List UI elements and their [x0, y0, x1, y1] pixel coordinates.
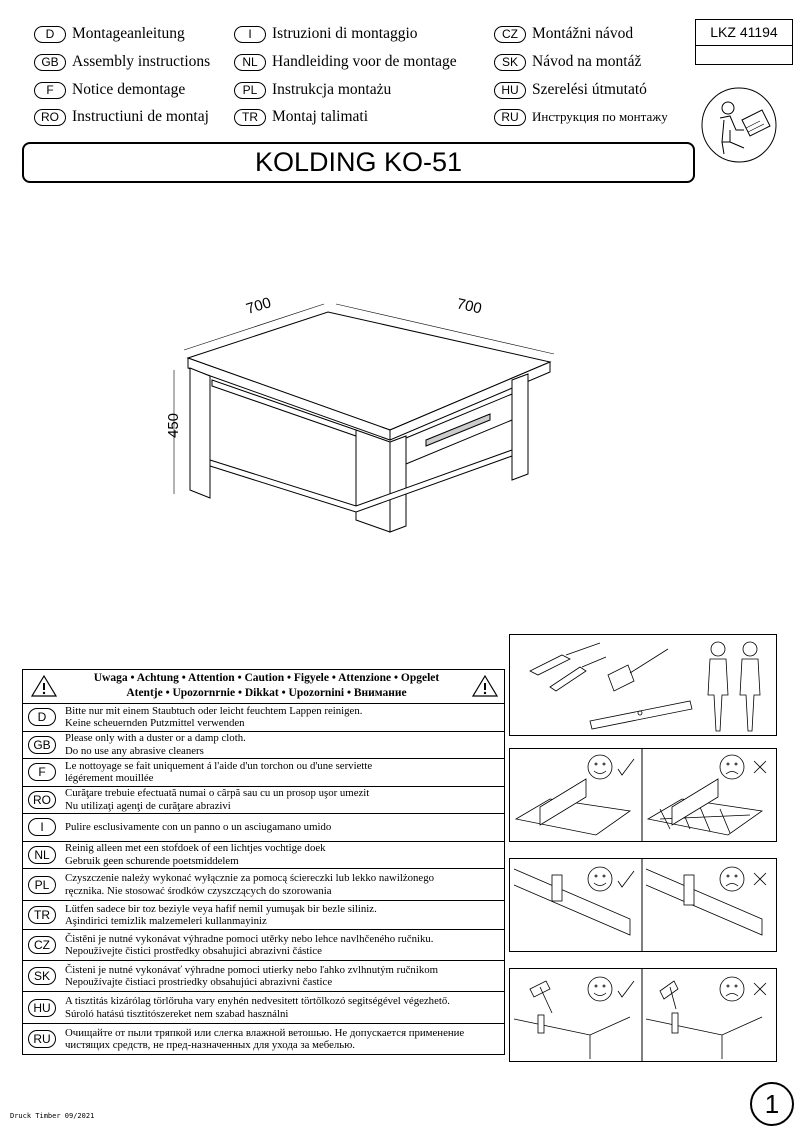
language-label: Istruzioni di montaggio [272, 25, 418, 42]
care-header-line2: Atentje • Upozornrnie • Dikkat • Upozornini • Внимание [126, 687, 407, 699]
language-code-badge: PL [234, 82, 266, 99]
care-text-line: Nepoužívajte čistiaci prostriedky obsahujúci abrazivni častice [65, 976, 333, 988]
dimension-width: 700 [244, 294, 274, 318]
warning-icon [31, 674, 57, 698]
care-language-badge: F [28, 763, 56, 781]
language-code-badge: D [34, 26, 66, 43]
language-code-badge: TR [234, 109, 266, 126]
care-language-badge: SK [28, 967, 56, 985]
language-item [494, 105, 668, 129]
care-language-badge: TR [28, 906, 56, 924]
care-language-badge: GB [28, 736, 56, 754]
care-text-line: Gebruik geen schurende poetsmiddelem [65, 854, 239, 867]
language-code-badge: RO [34, 109, 66, 126]
care-language-badge: NL [28, 846, 56, 864]
language-label: Инструкция по монтажу [532, 109, 668, 124]
care-text-line: Curăţare trebuie efectuată numai o cârpă sau cu un prosop uşor umezit [65, 787, 370, 800]
care-language-badge: RU [28, 1030, 56, 1048]
language-item [234, 50, 457, 74]
care-language-badge: RO [28, 791, 56, 809]
screwdriver-icon [566, 643, 600, 655]
care-instructions-table [22, 669, 505, 1055]
tools-panel [509, 634, 777, 736]
care-text-line: Nepouživejte čistici prostředky obsahujici abrazivni částice [65, 945, 322, 957]
language-code-badge: CZ [494, 26, 526, 43]
language-code-badge: NL [234, 54, 266, 71]
care-text-line: Lütfen sadece bir toz beziyle veya hafif nemil yumuşak bir bezle siliniz. [65, 902, 377, 915]
language-item [234, 22, 418, 46]
warning-icon [472, 674, 498, 698]
care-text-line: Reinig alleen met een stofdoek of een lichtjes vochtige doek [65, 842, 326, 855]
care-row [23, 759, 504, 787]
language-item [34, 22, 185, 46]
page-number: 1 [750, 1082, 794, 1126]
care-text-line: чистящих средств, не пред-назначенных для ухода за мебелью. [65, 1039, 355, 1051]
language-code-badge: SK [494, 54, 526, 71]
language-item [234, 78, 391, 102]
care-text-line: Очищайте от пыли тряпкой или слегка влажной ветошью. Не допускается применение [65, 1026, 465, 1039]
care-text-line: ręcznika. Nie stosować środków czyszczących do szorowania [65, 884, 332, 897]
language-code-badge: RU [494, 109, 526, 126]
language-item [34, 78, 185, 102]
care-row [23, 732, 504, 760]
language-label: Montageanleitung [72, 25, 185, 42]
care-text-line: Please only with a duster or a damp cloth. [65, 732, 246, 745]
language-label: Instructiuni de montaj [72, 108, 209, 125]
language-label: Montaj talimati [272, 108, 368, 125]
care-row [23, 901, 504, 930]
language-item [494, 50, 641, 74]
dimension-height: 450 [165, 412, 182, 438]
language-label: Assembly instructions [72, 53, 211, 70]
care-header [23, 670, 504, 704]
language-code-badge: I [234, 26, 266, 43]
care-row [23, 992, 504, 1024]
care-language-badge: HU [28, 999, 56, 1017]
language-item [234, 105, 368, 129]
care-language-badge: D [28, 708, 56, 726]
care-row [23, 1024, 504, 1054]
language-code-badge: GB [34, 54, 66, 71]
care-text-line: légérement mouillée [65, 772, 154, 785]
language-item [34, 50, 210, 74]
care-row [23, 704, 504, 732]
floor-placement-panel [509, 748, 777, 842]
care-text-line: Aşindirici temizlik malzemeleri kullanmayiniz [65, 915, 267, 927]
care-row [23, 787, 504, 815]
care-text-line: Pulire esclusivamente con un panno o un asciugamano umido [65, 821, 332, 833]
language-label: Montážni návod [532, 25, 634, 42]
care-text-line: Čistěni je nutné vykonávat výhradne pomoci utěrky nebo lehce navlhčeného ručniku. [65, 932, 434, 945]
care-text-line: Czyszczenie należy wykonać wyłącznie za pomocą ściereczki lub lekko nawilżonego [65, 872, 435, 884]
care-row [23, 930, 504, 961]
print-footer: Druck Timber 09/2021 [10, 1112, 95, 1120]
reference-code: LKZ 41194 [696, 20, 792, 46]
product-title: KOLDING KO-51 [22, 142, 695, 183]
dowel-panel [509, 968, 777, 1062]
language-item [34, 105, 209, 129]
care-language-badge: PL [28, 876, 56, 894]
care-row [23, 961, 504, 992]
care-text-line: Keine scheuernden Putzmittel verwenden [65, 717, 245, 730]
language-label: Instrukcja montażu [272, 81, 392, 98]
care-text-line: Nu utilizaţi agenţi de curăţare abrazivi [65, 799, 231, 812]
language-label: Szerelési útmutató [532, 81, 647, 98]
care-header-line1: Uwaga • Achtung • Attention • Caution • Figyele • Attenzione • Opgelet [93, 672, 440, 684]
care-text-line: Le nottoyage se fait uniquement á l'aide d'un torchon ou d'une serviette [65, 759, 373, 772]
language-label: Handleiding voor de montage [272, 53, 457, 70]
dimension-depth: 700 [455, 295, 484, 318]
language-code-badge: HU [494, 82, 526, 99]
care-text-line: A tisztitás kizárólag törlőruha vary enyhén nedvesitett törtőlkozó segitségével végezhető. [65, 995, 450, 1007]
care-row [23, 842, 504, 870]
care-text-line: Bitte nur mit einem Staubtuch oder leicht feuchtem Lappen reinigen. [65, 704, 363, 717]
language-label: Návod na montáž [532, 53, 642, 70]
cam-lock-panel [509, 858, 777, 952]
language-item [494, 22, 633, 46]
read-instructions-icon [700, 86, 778, 164]
care-text-line: Do no use any abrasive cleaners [65, 744, 204, 757]
language-code-badge: F [34, 82, 66, 99]
language-item [494, 78, 647, 102]
care-language-badge: I [28, 818, 56, 836]
reference-code-box [695, 19, 793, 65]
care-row [23, 814, 504, 842]
language-label: Notice demontage [72, 81, 186, 98]
care-text-line: Súroló hatású tisztitószereket nem szabad használni [65, 1007, 289, 1020]
care-text-line: Čisteni je nutné vykonávať výhradne pomoci utierky nebo ľahko zvlhnutým ručnikom [65, 963, 439, 976]
care-language-badge: CZ [28, 936, 56, 954]
care-row [23, 869, 504, 901]
coffee-table-drawing [160, 270, 560, 540]
